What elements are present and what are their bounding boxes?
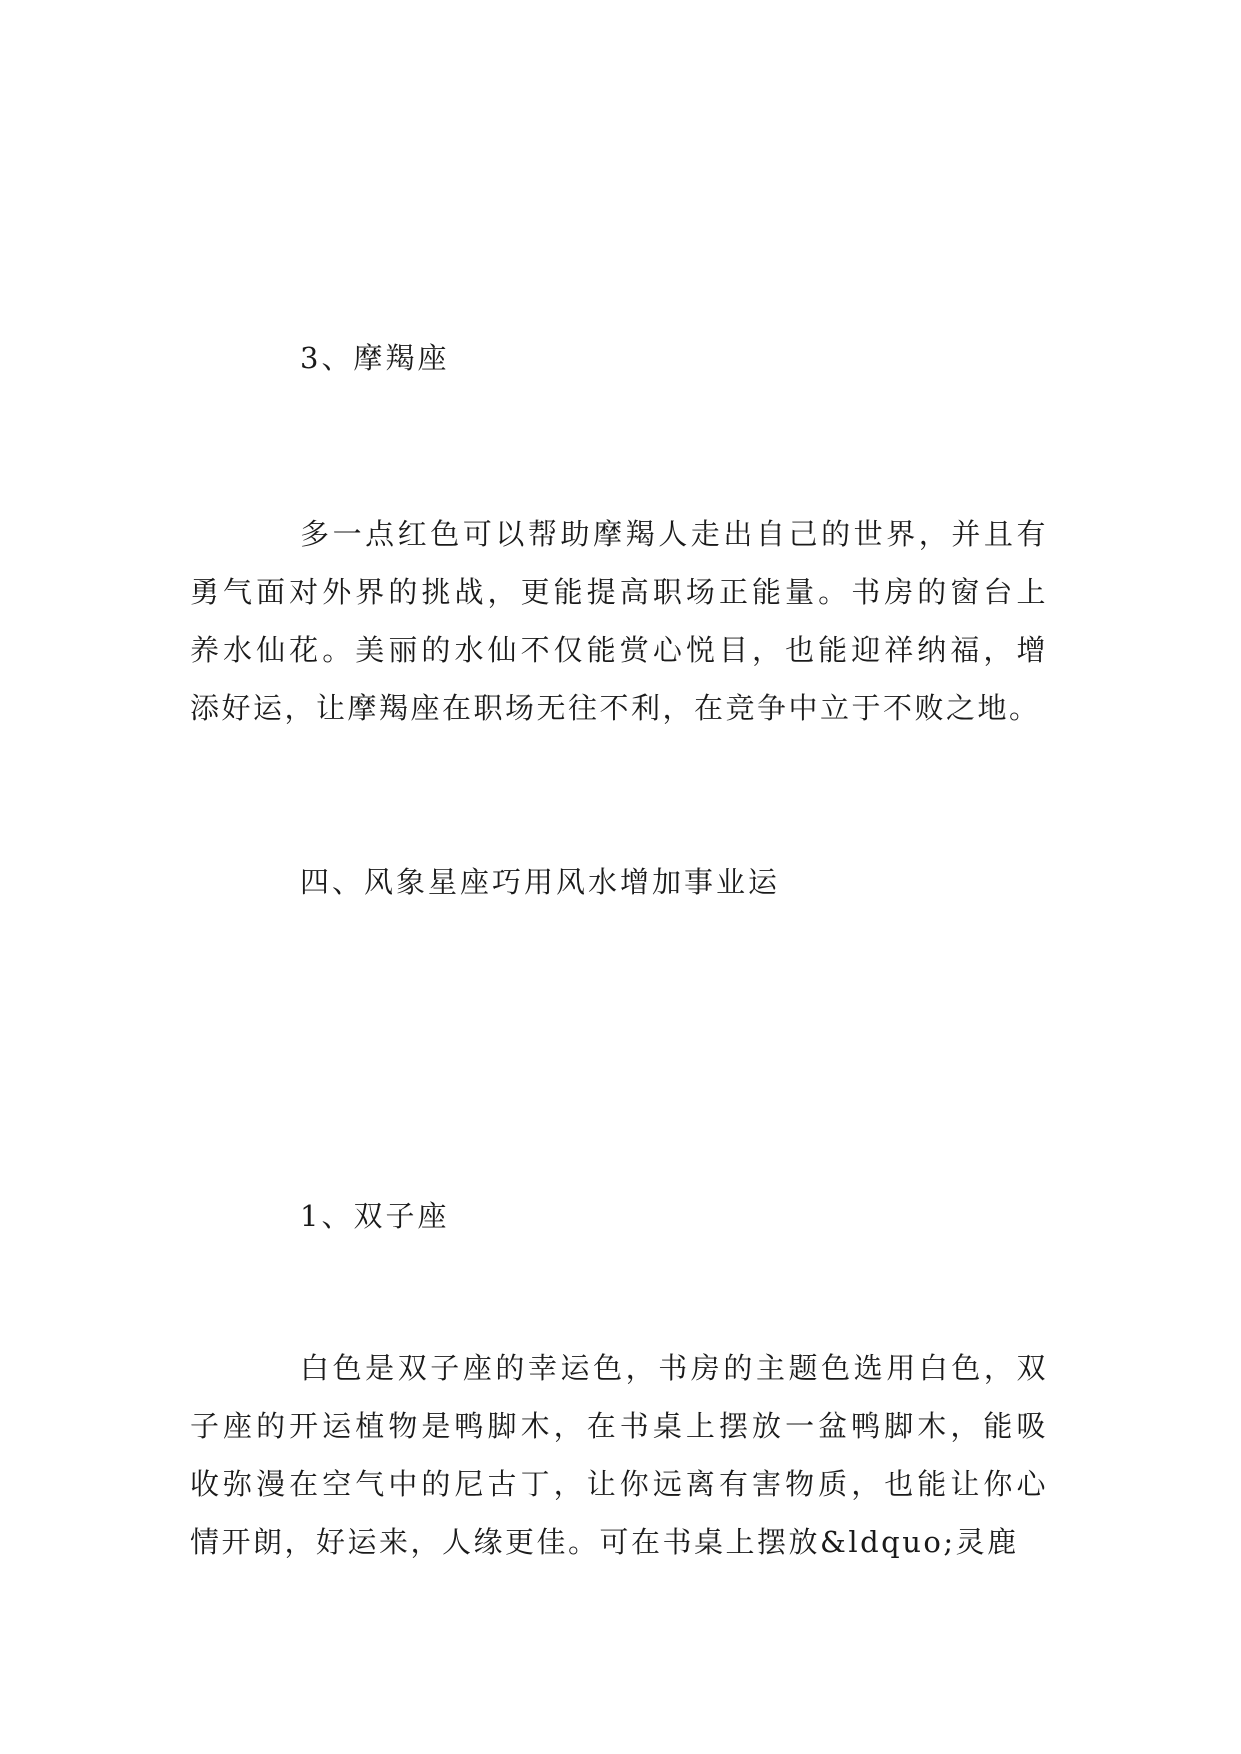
section-heading-gemini: 1、双子座 [300, 1199, 450, 1233]
paragraph-line: 养水仙花。美丽的水仙不仅能赏心悦目，也能迎祥纳福，增 [190, 633, 1048, 667]
paragraph-line: 多一点红色可以帮助摩羯人走出自己的世界，并且有 [300, 517, 1048, 551]
paragraph-line: 情开朗，好运来，人缘更佳。可在书桌上摆放&ldquo;灵鹿 [190, 1525, 1019, 1559]
paragraph-line: 子座的开运植物是鸭脚木，在书桌上摆放一盆鸭脚木，能吸 [190, 1409, 1048, 1443]
paragraph-line: 白色是双子座的幸运色，书房的主题色选用白色，双 [300, 1351, 1048, 1385]
paragraph-line: 收弥漫在空气中的尼古丁，让你远离有害物质，也能让你心 [190, 1467, 1048, 1501]
paragraph-line: 勇气面对外界的挑战，更能提高职场正能量。书房的窗台上 [190, 575, 1048, 609]
paragraph-gemini [190, 1339, 1048, 1571]
paragraph-line: 添好运，让摩羯座在职场无往不利，在竞争中立于不败之地。 [190, 691, 1041, 725]
paragraph-capricorn [190, 505, 1048, 737]
section-heading-capricorn: 3、摩羯座 [300, 341, 450, 375]
section-heading-air-signs: 四、风象星座巧用风水增加事业运 [300, 865, 781, 899]
